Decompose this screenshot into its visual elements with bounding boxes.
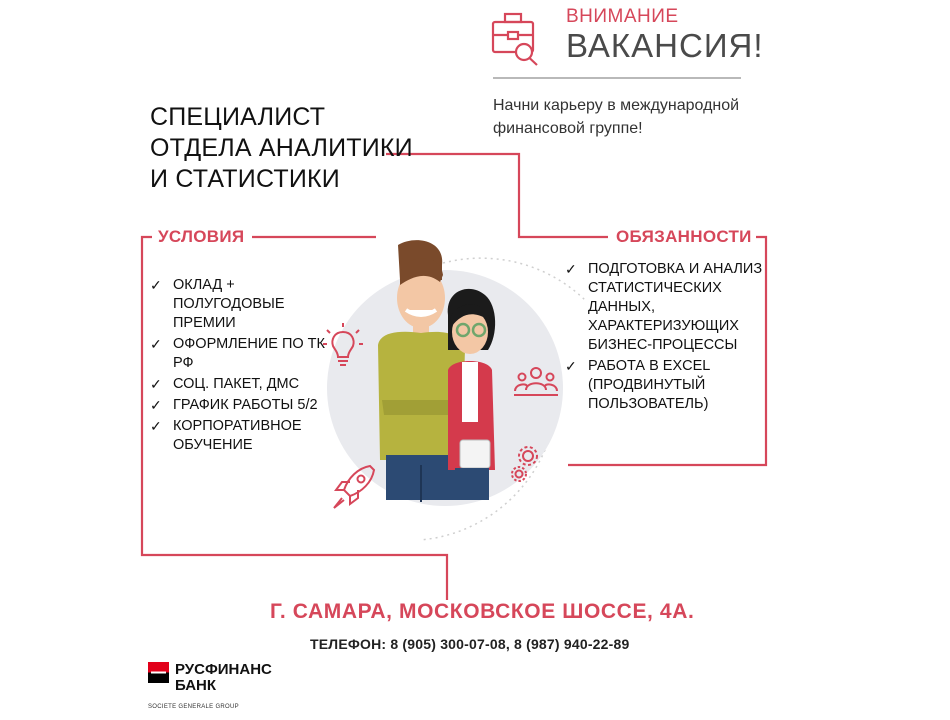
list-item [148, 335, 328, 373]
woman-figure [448, 289, 495, 500]
list-item-text: КОРПОРАТИВНОЕ ОБУЧЕНИЕ [173, 418, 302, 453]
job-title-line: ОТДЕЛА АНАЛИТИКИ [150, 134, 413, 162]
phone-numbers: ТЕЛЕФОН: 8 (905) 300-07-08, 8 (987) 940-22-89 [310, 636, 630, 652]
list-item-text: ОФОРМЛЕНИЕ ПО ТК РФ [173, 336, 325, 371]
bank-name-line: БАНК [175, 677, 217, 694]
duties-list [563, 260, 763, 416]
job-title [150, 102, 413, 195]
attention-label: ВНИМАНИЕ [566, 6, 679, 27]
check-icon: ✓ [150, 397, 162, 413]
bank-name-line: РУСФИНАНС [175, 661, 272, 678]
address: Г. САМАРА, МОСКОВСКОЕ ШОССЕ, 4А. [270, 600, 695, 623]
check-icon: ✓ [565, 358, 577, 374]
briefcase-search-icon [490, 8, 542, 66]
job-title-line: И СТАТИСТИКИ [150, 165, 340, 193]
team-icon [514, 362, 558, 398]
gears-icon [510, 444, 540, 484]
duties-title: ОБЯЗАННОСТИ [612, 227, 756, 247]
list-item [148, 276, 328, 333]
list-item [148, 375, 328, 394]
header-divider [493, 77, 741, 79]
check-icon: ✓ [150, 418, 162, 434]
list-item [563, 260, 763, 355]
list-item-text: ОКЛАД + ПОЛУГОДОВЫЕ ПРЕМИИ [173, 277, 285, 331]
bank-logo-name [175, 662, 272, 694]
job-title-line: СПЕЦИАЛИСТ [150, 103, 326, 131]
list-item [148, 396, 328, 415]
check-icon: ✓ [150, 336, 162, 352]
conditions-title: УСЛОВИЯ [154, 227, 248, 247]
list-item [563, 357, 763, 414]
list-item-text: РАБОТА В EXCEL (ПРОДВИНУТЫЙ ПОЛЬЗОВАТЕЛЬ) [588, 358, 710, 412]
list-item-text: СОЦ. ПАКЕТ, ДМС [173, 376, 300, 392]
list-item-text: ПОДГОТОВКА И АНАЛИЗ СТАТИСТИЧЕСКИХ ДАННЫХ, ХАРАКТЕРИЗУЮЩИХ БИЗНЕС-ПРОЦЕССЫ [588, 261, 763, 353]
check-icon: ✓ [150, 277, 162, 293]
list-item-text: ГРАФИК РАБОТЫ 5/2 [173, 397, 318, 413]
rocket-icon [330, 462, 376, 512]
vacancy-heading: ВАКАНСИЯ! [566, 27, 764, 64]
check-icon: ✓ [565, 261, 577, 277]
lightbulb-icon [323, 322, 363, 368]
bank-logo-mark [148, 662, 169, 683]
list-item [148, 417, 328, 455]
tagline: Начни карьеру в международной финансовой группе! [493, 97, 740, 137]
conditions-list [148, 276, 328, 457]
check-icon: ✓ [150, 376, 162, 392]
bank-group-subtitle: SOCIETE GENERALE GROUP [148, 704, 239, 710]
